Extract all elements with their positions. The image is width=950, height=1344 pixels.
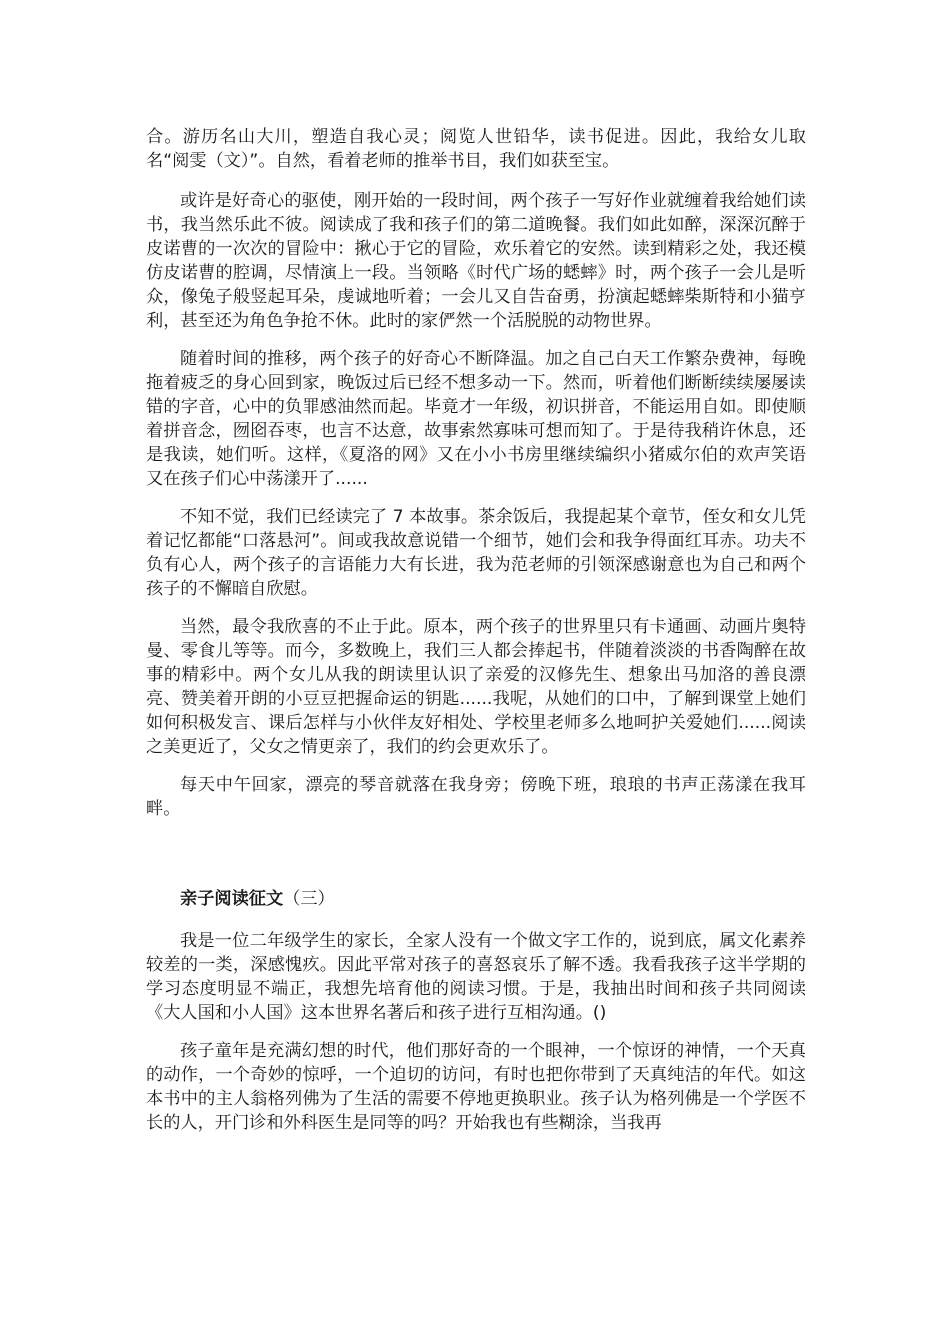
paragraph: 我是一位二年级学生的家长，全家人没有一个做文字工作的，说到底，属文化素养较差的一类，深感愧疚。因此平常对孩子的喜怒哀乐了解不透。我看我孩子这半学期的学习态度明显不端正，我想先培育他的阅读习惯。于是，我抽出时间和孩子共同阅读《大人国和小人国》这本世界名著后和孩子进行互相沟通。() xyxy=(146,931,806,1023)
paragraph: 随着时间的推移，两个孩子的好奇心不断降温。加之自己白天工作繁杂费神，每晚拖着疲乏的身心回到家，晚饭过后已经不想多动一下。然而，听着他们断断续续屡屡读错的字音，心中的负罪感油然而起。毕竟才一年级，初识拼音，不能运用自如。即使顺着拼音念，囫囵吞枣，也言不达意，故事索然寡味可想而知了。于是待我稍许休息，还是我读，她们听。这样，《夏洛的网》又在小小书房里继续编织小猪威尔伯的欢声笑语又在孩子们心中荡漾开了...... xyxy=(146,349,806,489)
section-heading xyxy=(146,887,806,911)
document-body xyxy=(146,125,806,1149)
paragraph: 不知不觉，我们已经读完了 7 本故事。茶余饭后，我提起某个章节，侄女和女儿凭着记忆都能“口落悬河”。间或我故意说错一个细节，她们会和我争得面红耳赤。功夫不负有心人，两个孩子的言语能力大有长进，我为范老师的引领深感谢意也为自己和两个孩子的不懈暗自欣慰。 xyxy=(146,507,806,599)
paragraph: 每天中午回家，漂亮的琴音就落在我身旁；傍晚下班，琅琅的书声正荡漾在我耳畔。 xyxy=(146,775,806,819)
paragraph: 当然，最令我欣喜的不止于此。原本，两个孩子的世界里只有卡通画、动画片奥特曼、零食儿等等。而今，多数晚上，我们三人都会捧起书，伴随着淡淡的书香陶醉在故事的精彩中。两个女儿从我的朗读里认识了亲爱的汉修先生、想象出马加洛的善良漂亮、赞美着开朗的小豆豆把握命运的钥匙......我呢，从她们的口中，了解到课堂上她们如何积极发言、课后怎样与小伙伴友好相处、学校里老师多么地呵护关爱她们......阅读之美更近了，父女之情更亲了，我们的约会更欢乐了。 xyxy=(146,617,806,757)
paragraph-continuation: 合。游历名山大川，塑造自我心灵；阅览人世铅华，读书促进。因此，我给女儿取名“阅雯（文）”。自然，看着老师的推举书目，我们如获至宝。 xyxy=(146,127,806,171)
paragraph: 或许是好奇心的驱使，刚开始的一段时间，两个孩子一写好作业就缠着我给她们读书，我当然乐此不彼。阅读成了我和孩子们的第二道晚餐。我们如此如醉，深深沉醉于皮诺曹的一次次的冒险中：揪心于它的冒险，欢乐着它的安然。读到精彩之处，我还模仿皮诺曹的腔调，尽情演上一段。当领略《时代广场的蟋蟀》时，两个孩子一会儿是听众，像兔子般竖起耳朵，虔诚地听着；一会儿又自告奋勇，扮演起蟋蟀柴斯特和小猫亨利，甚至还为角色争抢不休。此时的家俨然一个活脱脱的动物世界。 xyxy=(146,191,806,331)
section-heading-number: （三） xyxy=(283,889,335,909)
section-heading-title: 亲子阅读征文 xyxy=(180,889,284,909)
paragraph: 孩子童年是充满幻想的时代，他们那好奇的一个眼神，一个惊讶的神情，一个天真的动作，一个奇妙的惊呼，一个迫切的访问，有时也把你带到了天真纯洁的年代。如这本书中的主人翁格列佛为了生活的需要不停地更换职业。孩子认为格列佛是一个学医不长的人，开门诊和外科医生是同等的吗？开始我也有些糊涂，当我再 xyxy=(146,1041,806,1133)
